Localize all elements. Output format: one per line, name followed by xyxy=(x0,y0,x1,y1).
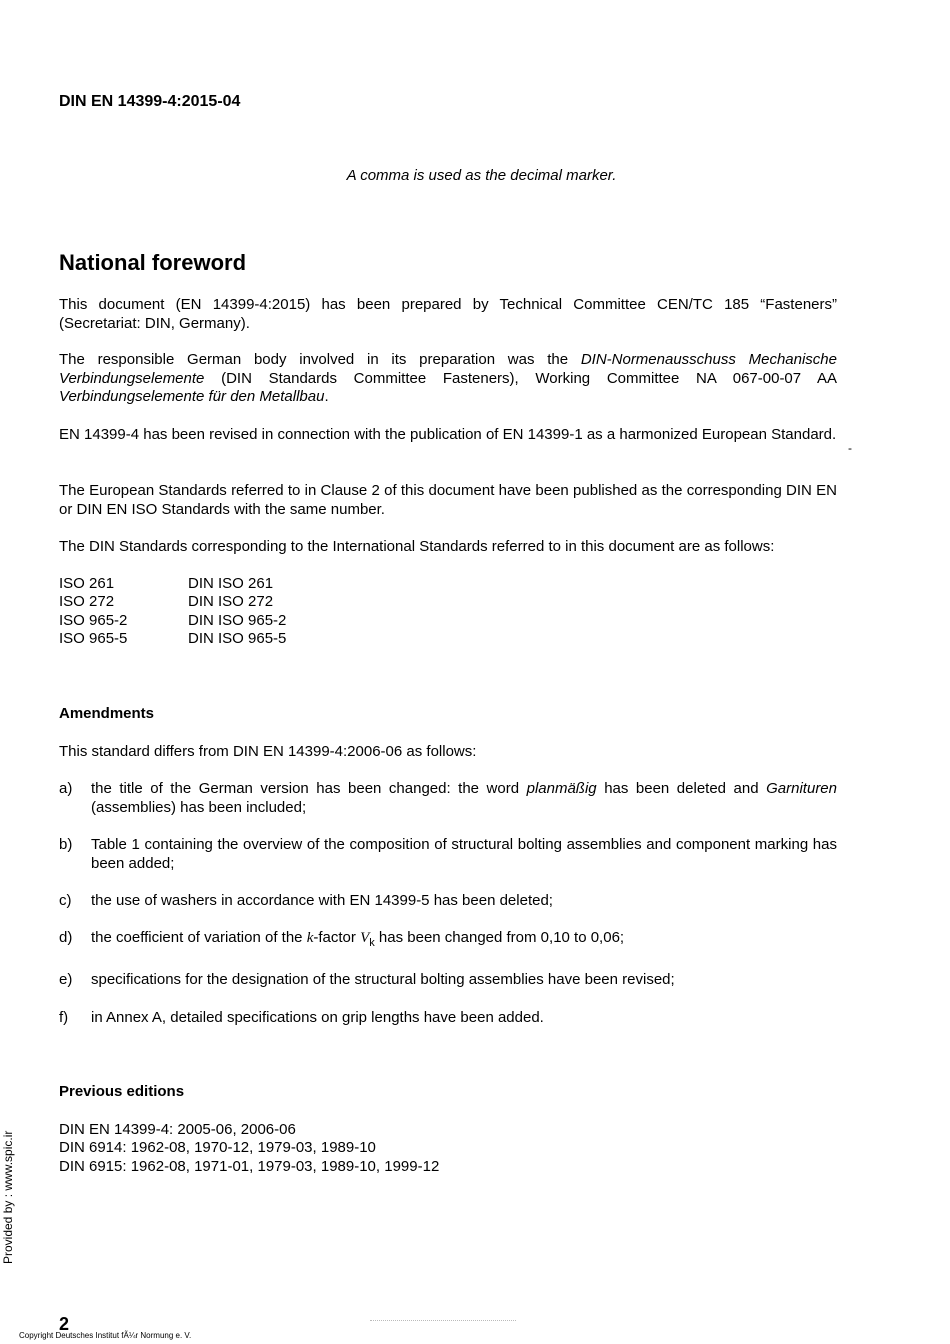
margin-dash: - xyxy=(848,441,852,455)
paragraph-committee: This document (EN 14399-4:2015) has been prepared by Technical Committee CEN/TC 185 “Fasteners” (Secretariat: DIN, Germany). xyxy=(59,296,837,332)
document-id: DIN EN 14399-4:2015-04 xyxy=(59,93,241,110)
paragraph-european-standards: The European Standards referred to in Clause 2 of this document have been published as the corresponding DIN EN or DIN EN ISO Standards with the same number. xyxy=(59,482,837,518)
standard-row: ISO 965-2 DIN ISO 965-2 xyxy=(59,612,287,629)
standard-row: ISO 261 DIN ISO 261 xyxy=(59,575,274,592)
previous-editions-heading: Previous editions xyxy=(59,1083,185,1100)
standard-row: ISO 272 DIN ISO 272 xyxy=(59,593,274,610)
section-title: National foreword xyxy=(59,250,247,275)
footer-divider xyxy=(370,1320,516,1321)
edition-line: DIN 6915: 1962-08, 1971-01, 1979-03, 1989-10, 1999-12 xyxy=(59,1158,440,1175)
decimal-marker-note: A comma is used as the decimal marker. xyxy=(346,167,617,184)
copyright-notice: Copyright Deutsches Institut fÃ¼r Normung e. V. xyxy=(19,1331,192,1340)
amendments-heading: Amendments xyxy=(59,705,155,722)
edition-line: DIN EN 14399-4: 2005-06, 2006-06 xyxy=(59,1121,296,1138)
amendments-intro: This standard differs from DIN EN 14399-4:2006-06 as follows: xyxy=(59,743,477,760)
provider-sidebar-text: Provided by : www.spic.ir xyxy=(1,1130,15,1264)
edition-line: DIN 6914: 1962-08, 1970-12, 1979-03, 1989-10 xyxy=(59,1139,376,1156)
paragraph-din-standards: The DIN Standards corresponding to the International Standards referred to in this document are as follows: xyxy=(59,538,775,555)
paragraph-responsible-body: The responsible German body involved in its preparation was the DIN-Normenausschuss Mechanische Verbindungselemente (DIN Standards Committee Fasteners), Working Committee NA 067-00-07 AA Verbindungselemente für den Metallbau. xyxy=(59,351,837,405)
standard-row: ISO 965-5 DIN ISO 965-5 xyxy=(59,630,287,647)
paragraph-revision: EN 14399-4 has been revised in connection with the publication of EN 14399-1 as a harmonized European Standard. xyxy=(59,426,837,443)
page-number: 2 xyxy=(59,1314,70,1334)
